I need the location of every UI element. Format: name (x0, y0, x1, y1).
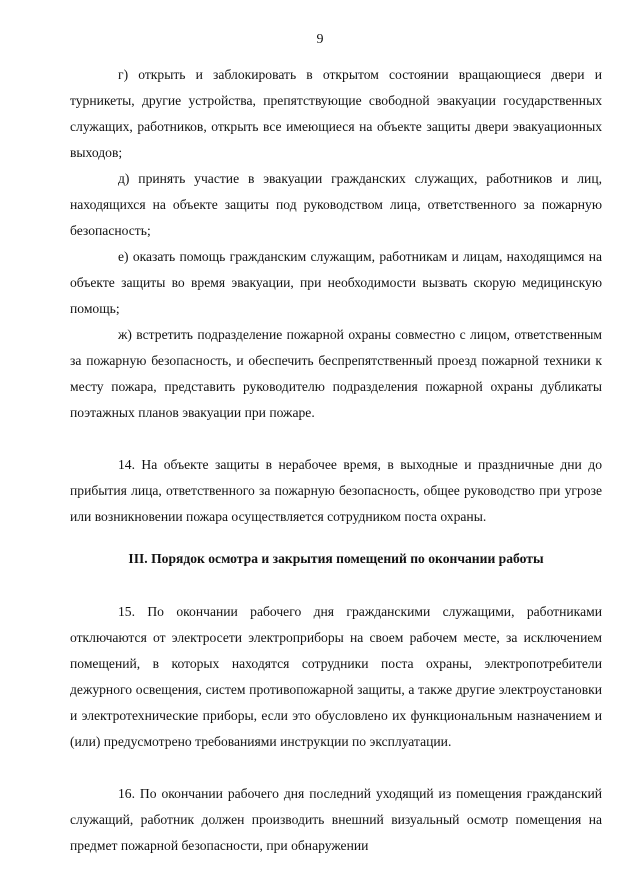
paragraph-g: г) открыть и заблокировать в открытом состоянии вращающиеся двери и турникеты, другие устройства, препятствующие свободной эвакуации государственных служащих, работников, открыть все имеющиеся на объекте защиты двери эвакуационных выходов; (70, 67, 602, 160)
paragraph-14: 14. На объекте защиты в нерабочее время, в выходные и праздничные дни до прибытия лица, ответственного за пожарную безопасность, общее руководство при угрозе или возникновении пожара осуществляется сотрудником поста охраны. (70, 457, 602, 524)
page-number: 9 (316, 32, 324, 47)
paragraph-16: 16. По окончании рабочего дня последний уходящий из помещения гражданский служащий, работник должен производить внешний визуальный осмотр помещения на предмет пожарной безопасности, при обнаружении (70, 786, 602, 853)
paragraph-d: д) принять участие в эвакуации гражданских служащих, работников и лиц, находящихся на объекте защиты под руководством лица, ответственного за пожарную безопасность; (70, 171, 602, 238)
section-heading: III. Порядок осмотра и закрытия помещений по окончании работы (128, 551, 544, 566)
paragraph-e: е) оказать помощь гражданским служащим, работникам и лицам, находящимся на объекте защиты во время эвакуации, при необходимости вызвать скорую медицинскую помощь; (70, 249, 602, 316)
paragraph-zh: ж) встретить подразделение пожарной охраны совместно с лицом, ответственным за пожарную безопасность, и обеспечить беспрепятственный проезд пожарной техники к месту пожара, представить руководителю подразделения пожарной охраны дубликаты поэтажных планов эвакуации при пожаре. (70, 327, 602, 420)
paragraph-15: 15. По окончании рабочего дня гражданскими служащими, работниками отключаются от электросети электроприборы на своем рабочем месте, за исключением помещений, в которых находятся сотрудники поста охраны, электропотребители дежурного освещения, систем противопожарной защиты, а также другие электроустановки и электротехнические приборы, если это обусловлено их функциональным назначением и (или) предусмотрено требованиями инструкции по эксплуатации. (70, 604, 602, 749)
